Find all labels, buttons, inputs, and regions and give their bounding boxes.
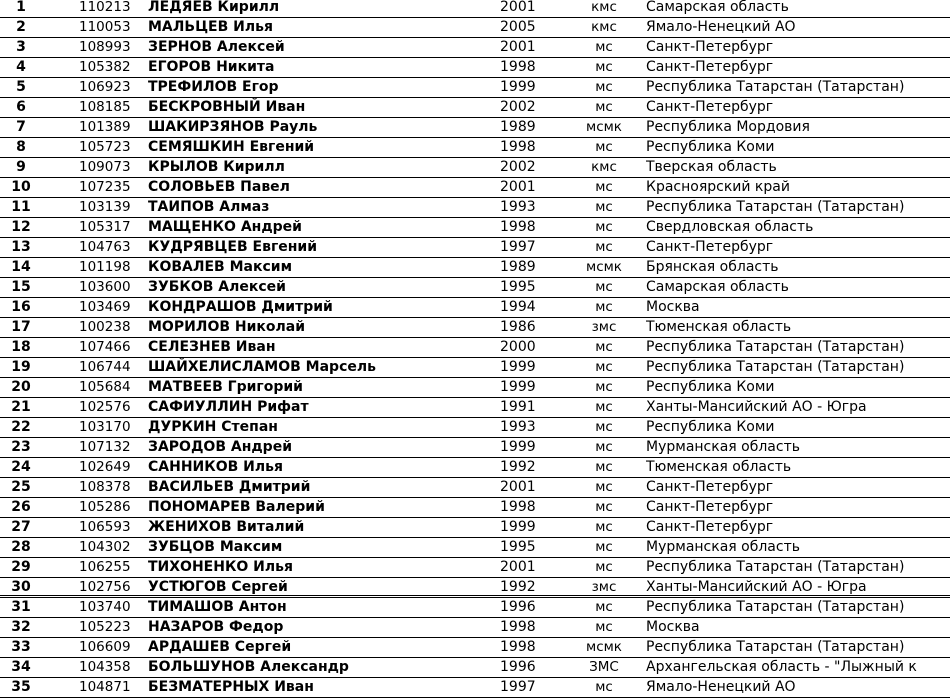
bib-number-cell: 108185 [79,99,131,115]
bib-number-cell: 104763 [79,239,131,255]
birth-year-cell: 1999 [500,359,536,375]
bib-number-cell: 105317 [79,219,131,235]
table-row [0,218,950,238]
region-cell: Самарская область [646,0,789,15]
region-cell: Республика Татарстан (Татарстан) [646,199,905,215]
table-row [0,498,950,518]
sport-rank-cell: мс [595,219,613,235]
region-cell: Республика Мордовия [646,119,810,135]
region-cell: Республика Коми [646,139,775,155]
table-row [0,578,950,598]
region-cell: Ханты-Мансийский АО - Югра [646,579,867,595]
birth-year-cell: 1994 [500,299,536,315]
sport-rank-cell: кмс [591,159,617,175]
bib-number-cell: 104871 [79,679,131,695]
bib-number-cell: 103170 [79,419,131,435]
bib-number-cell: 103740 [79,599,131,615]
birth-year-cell: 1996 [500,659,536,675]
table-row [0,38,950,58]
place-cell: 20 [11,379,31,395]
region-cell: Республика Коми [646,419,775,435]
birth-year-cell: 2001 [500,0,536,15]
athlete-name-cell: САФИУЛЛИН Рифат [148,399,309,415]
table-row [0,198,950,218]
table-row [0,558,950,578]
place-cell: 35 [11,679,31,695]
sport-rank-cell: мс [595,479,613,495]
birth-year-cell: 1999 [500,79,536,95]
table-row [0,678,950,698]
region-cell: Москва [646,299,700,315]
sport-rank-cell: мс [595,619,613,635]
birth-year-cell: 2001 [500,179,536,195]
place-cell: 11 [11,199,31,215]
sport-rank-cell: мс [595,459,613,475]
birth-year-cell: 1999 [500,439,536,455]
place-cell: 30 [11,579,31,595]
place-cell: 14 [11,259,31,275]
table-row [0,0,950,18]
birth-year-cell: 1995 [500,539,536,555]
sport-rank-cell: мс [595,539,613,555]
place-cell: 33 [11,639,31,655]
athlete-name-cell: УСТЮГОВ Сергей [148,579,288,595]
region-cell: Тюменская область [646,459,792,475]
bib-number-cell: 105723 [79,139,131,155]
place-cell: 26 [11,499,31,515]
place-cell: 25 [11,479,31,495]
birth-year-cell: 1997 [500,679,536,695]
bib-number-cell: 107466 [79,339,131,355]
athlete-name-cell: НАЗАРОВ Федор [148,619,284,635]
athlete-name-cell: БОЛЬШУНОВ Александр [148,659,349,675]
athlete-name-cell: СЕМЯШКИН Евгений [148,139,315,155]
place-cell: 7 [16,119,26,135]
place-cell: 9 [16,159,26,175]
region-cell: Красноярский край [646,179,790,195]
table-row [0,298,950,318]
table-row [0,398,950,418]
sport-rank-cell: змс [591,579,617,595]
birth-year-cell: 1998 [500,59,536,75]
sport-rank-cell: мс [595,359,613,375]
region-cell: Республика Татарстан (Татарстан) [646,639,905,655]
table-row [0,158,950,178]
place-cell: 23 [11,439,31,455]
region-cell: Санкт-Петербург [646,239,774,255]
table-row [0,418,950,438]
athlete-name-cell: ДУРКИН Степан [148,419,278,435]
region-cell: Ямало-Ненецкий АО [646,679,796,695]
bib-number-cell: 106255 [79,559,131,575]
table-row [0,18,950,38]
table-row [0,378,950,398]
table-row [0,238,950,258]
table-row [0,258,950,278]
table-row [0,278,950,298]
table-row [0,138,950,158]
birth-year-cell: 2002 [500,99,536,115]
bib-number-cell: 106744 [79,359,131,375]
sport-rank-cell: мс [595,79,613,95]
bib-number-cell: 105286 [79,499,131,515]
athlete-name-cell: БЕСКРОВНЫЙ Иван [148,99,306,115]
athlete-name-cell: ПОНОМАРЕВ Валерий [148,499,325,515]
birth-year-cell: 1993 [500,419,536,435]
birth-year-cell: 1989 [500,259,536,275]
bib-number-cell: 104358 [79,659,131,675]
region-cell: Самарская область [646,279,789,295]
table-row [0,458,950,478]
region-cell: Республика Коми [646,379,775,395]
birth-year-cell: 1999 [500,519,536,535]
sport-rank-cell: мс [595,519,613,535]
athlete-name-cell: СОЛОВЬЕВ Павел [148,179,290,195]
bib-number-cell: 102649 [79,459,131,475]
region-cell: Республика Татарстан (Татарстан) [646,79,905,95]
table-row [0,658,950,678]
athlete-name-cell: БЕЗМАТЕРНЫХ Иван [148,679,314,695]
bib-number-cell: 104302 [79,539,131,555]
bib-number-cell: 107132 [79,439,131,455]
table-row [0,538,950,558]
place-cell: 31 [11,599,31,615]
birth-year-cell: 1998 [500,139,536,155]
birth-year-cell: 1998 [500,219,536,235]
athlete-name-cell: ЗУБЦОВ Максим [148,539,283,555]
birth-year-cell: 1996 [500,599,536,615]
bib-number-cell: 106609 [79,639,131,655]
bib-number-cell: 100238 [79,319,131,335]
birth-year-cell: 1991 [500,399,536,415]
region-cell: Республика Татарстан (Татарстан) [646,559,905,575]
place-cell: 16 [11,299,31,315]
bib-number-cell: 108378 [79,479,131,495]
birth-year-cell: 1999 [500,379,536,395]
bib-number-cell: 108993 [79,39,131,55]
birth-year-cell: 1997 [500,239,536,255]
sport-rank-cell: мс [595,499,613,515]
athlete-name-cell: МАЩЕНКО Андрей [148,219,302,235]
athlete-name-cell: ЕГОРОВ Никита [148,59,275,75]
bib-number-cell: 106923 [79,79,131,95]
place-cell: 34 [11,659,31,675]
region-cell: Санкт-Петербург [646,519,774,535]
place-cell: 32 [11,619,31,635]
birth-year-cell: 1992 [500,579,536,595]
table-row [0,318,950,338]
region-cell: Республика Татарстан (Татарстан) [646,359,905,375]
birth-year-cell: 1995 [500,279,536,295]
sport-rank-cell: кмс [591,0,617,15]
athlete-name-cell: МОРИЛОВ Николай [148,319,306,335]
bib-number-cell: 109073 [79,159,131,175]
table-row [0,478,950,498]
table-row [0,78,950,98]
place-cell: 4 [16,59,26,75]
region-cell: Москва [646,619,700,635]
place-cell: 12 [11,219,31,235]
sport-rank-cell: мсмк [586,119,622,135]
sport-rank-cell: мс [595,439,613,455]
sport-rank-cell: мс [595,679,613,695]
athlete-name-cell: ЗАРОДОВ Андрей [148,439,292,455]
athlete-name-cell: МАЛЬЦЕВ Илья [148,19,273,35]
athlete-name-cell: ЛЕДЯЕВ Кирилл [148,0,280,15]
region-cell: Тюменская область [646,319,792,335]
bib-number-cell: 103600 [79,279,131,295]
bib-number-cell: 103139 [79,199,131,215]
bib-number-cell: 110213 [79,0,131,15]
table-row [0,118,950,138]
table-row [0,358,950,378]
region-cell: Тверская область [646,159,777,175]
athlete-name-cell: МАТВЕЕВ Григорий [148,379,303,395]
sport-rank-cell: кмс [591,19,617,35]
region-cell: Свердловская область [646,219,814,235]
sport-rank-cell: мс [595,39,613,55]
birth-year-cell: 1998 [500,639,536,655]
region-cell: Ханты-Мансийский АО - Югра [646,399,867,415]
sport-rank-cell: мс [595,179,613,195]
sport-rank-cell: мс [595,299,613,315]
bib-number-cell: 110053 [79,19,131,35]
sport-rank-cell: мс [595,59,613,75]
sport-rank-cell: мсмк [586,639,622,655]
athlete-name-cell: АРДАШЕВ Сергей [148,639,292,655]
sport-rank-cell: мс [595,559,613,575]
place-cell: 15 [11,279,31,295]
birth-year-cell: 2001 [500,559,536,575]
athlete-name-cell: ЗУБКОВ Алексей [148,279,286,295]
athlete-name-cell: КРЫЛОВ Кирилл [148,159,285,175]
athlete-name-cell: ЖЕНИХОВ Виталий [148,519,305,535]
bib-number-cell: 106593 [79,519,131,535]
place-cell: 1 [16,0,26,15]
athlete-name-cell: ТРЕФИЛОВ Егор [148,79,279,95]
bib-number-cell: 102756 [79,579,131,595]
place-cell: 27 [11,519,31,535]
region-cell: Санкт-Петербург [646,39,774,55]
sport-rank-cell: мс [595,99,613,115]
table-row [0,638,950,658]
place-cell: 19 [11,359,31,375]
sport-rank-cell: мс [595,139,613,155]
athlete-name-cell: КОНДРАШОВ Дмитрий [148,299,333,315]
place-cell: 29 [11,559,31,575]
region-cell: Санкт-Петербург [646,479,774,495]
sport-rank-cell: мс [595,599,613,615]
bib-number-cell: 107235 [79,179,131,195]
birth-year-cell: 2000 [500,339,536,355]
birth-year-cell: 2005 [500,19,536,35]
birth-year-cell: 2002 [500,159,536,175]
place-cell: 13 [11,239,31,255]
place-cell: 21 [11,399,31,415]
place-cell: 22 [11,419,31,435]
region-cell: Мурманская область [646,439,800,455]
bib-number-cell: 105684 [79,379,131,395]
bib-number-cell: 101389 [79,119,131,135]
birth-year-cell: 1998 [500,619,536,635]
athlete-name-cell: САННИКОВ Илья [148,459,283,475]
place-cell: 24 [11,459,31,475]
region-cell: Санкт-Петербург [646,59,774,75]
athlete-name-cell: ШАЙХЕЛИСЛАМОВ Марсель [148,359,376,375]
table-row [0,58,950,78]
place-cell: 17 [11,319,31,335]
sport-rank-cell: мсмк [586,259,622,275]
sport-rank-cell: мс [595,379,613,395]
region-cell: Мурманская область [646,539,800,555]
region-cell: Архангельская область - "Лыжный к [646,659,917,675]
table-row [0,618,950,638]
region-cell: Санкт-Петербург [646,99,774,115]
birth-year-cell: 2001 [500,479,536,495]
sport-rank-cell: мс [595,339,613,355]
table-row [0,518,950,538]
table-row [0,338,950,358]
region-cell: Брянская область [646,259,779,275]
place-cell: 8 [16,139,26,155]
athlete-name-cell: КУДРЯВЦЕВ Евгений [148,239,318,255]
athlete-name-cell: ЗЕРНОВ Алексей [148,39,285,55]
bib-number-cell: 105382 [79,59,131,75]
birth-year-cell: 2001 [500,39,536,55]
place-cell: 2 [16,19,26,35]
region-cell: Ямало-Ненецкий АО [646,19,796,35]
athlete-name-cell: ТИМАШОВ Антон [148,599,287,615]
sport-rank-cell: мс [595,199,613,215]
bib-number-cell: 105223 [79,619,131,635]
birth-year-cell: 1998 [500,499,536,515]
athlete-name-cell: КОВАЛЕВ Максим [148,259,293,275]
athlete-name-cell: ВАСИЛЬЕВ Дмитрий [148,479,311,495]
place-cell: 18 [11,339,31,355]
sport-rank-cell: мс [595,399,613,415]
athlete-name-cell: ШАКИРЗЯНОВ Рауль [148,119,318,135]
birth-year-cell: 1992 [500,459,536,475]
athlete-name-cell: СЕЛЕЗНЕВ Иван [148,339,276,355]
sport-rank-cell: змс [591,319,617,335]
birth-year-cell: 1986 [500,319,536,335]
bib-number-cell: 103469 [79,299,131,315]
place-cell: 28 [11,539,31,555]
region-cell: Республика Татарстан (Татарстан) [646,339,905,355]
athlete-name-cell: ТАИПОВ Алмаз [148,199,270,215]
bib-number-cell: 102576 [79,399,131,415]
table-row [0,438,950,458]
table-row [0,98,950,118]
place-cell: 5 [16,79,26,95]
birth-year-cell: 1993 [500,199,536,215]
bib-number-cell: 101198 [79,259,131,275]
region-cell: Санкт-Петербург [646,499,774,515]
place-cell: 3 [16,39,26,55]
table-row [0,178,950,198]
place-cell: 10 [11,179,31,195]
sport-rank-cell: мс [595,239,613,255]
place-cell: 6 [16,99,26,115]
region-cell: Республика Татарстан (Татарстан) [646,599,905,615]
table-row [0,598,950,618]
athlete-name-cell: ТИХОНЕНКО Илья [148,559,293,575]
sport-rank-cell: ЗМС [589,659,619,675]
sport-rank-cell: мс [595,279,613,295]
birth-year-cell: 1989 [500,119,536,135]
sport-rank-cell: мс [595,419,613,435]
